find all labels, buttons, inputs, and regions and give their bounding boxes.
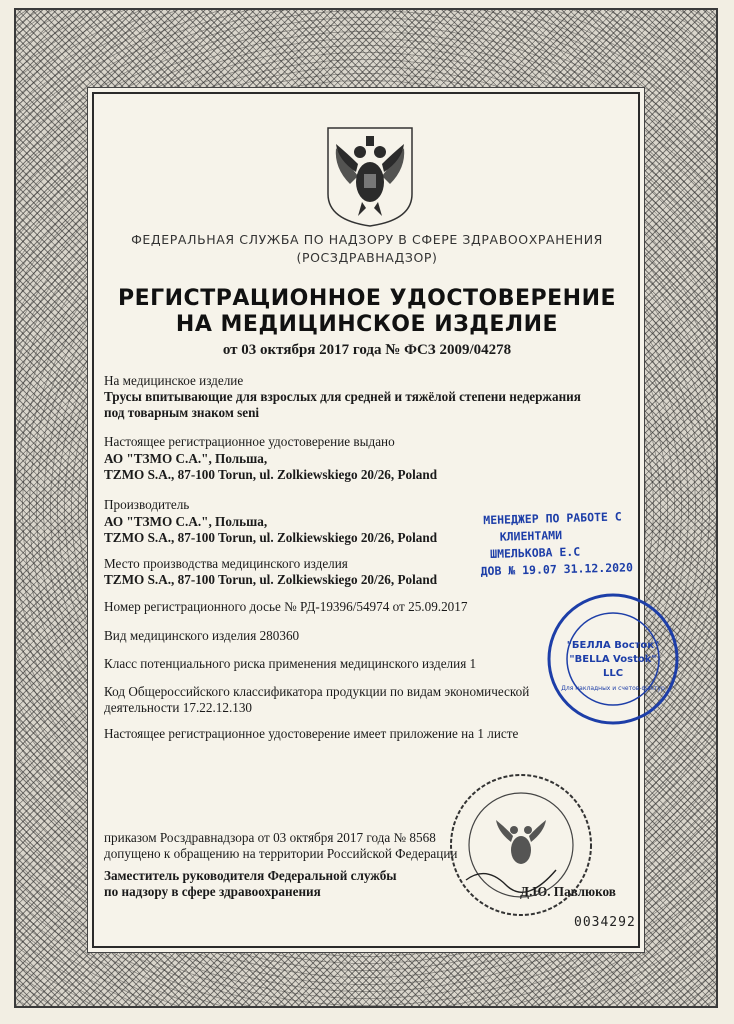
stamp-line-3: ШМЕЛЬКОВА Е.С bbox=[489, 544, 581, 561]
device-name: Трусы впитывающие для взрослых для средней и тяжёлой степени недержания bbox=[104, 389, 581, 404]
order-reference: приказом Росздравнадзора от 03 октября 2017 года № 8568 bbox=[104, 830, 436, 845]
dossier-number: Номер регистрационного досье № РД-19396/54974 от 25.09.2017 bbox=[104, 599, 468, 614]
issued-label: Настоящее регистрационное удостоверение выдано bbox=[104, 434, 395, 449]
stamp-line-2: КЛИЕНТАМИ bbox=[499, 528, 563, 544]
agency-abbreviation: (РОСЗДРАВНАДЗОР) bbox=[296, 250, 438, 265]
issued-company: АО "ТЗМО С.А.", Польша, bbox=[104, 451, 268, 466]
manufacturer-company: АО "ТЗМО С.А.", Польша, bbox=[104, 514, 268, 529]
device-label: На медицинское изделие bbox=[104, 373, 244, 388]
double-headed-eagle-emblem-icon bbox=[322, 124, 418, 228]
issued-address: TZMO S.A., 87-100 Torun, ul. Zolkiewskiego 20/26, Poland bbox=[104, 467, 438, 482]
round-stamp-llc: LLC bbox=[602, 668, 624, 679]
document-title: РЕГИСТРАЦИОННОЕ УДОСТОВЕРЕНИЕ bbox=[117, 286, 617, 311]
round-stamp-name-ru: "БЕЛЛА Восток" bbox=[566, 640, 660, 651]
device-type: Вид медицинского изделия 280360 bbox=[104, 628, 300, 643]
company-round-stamp bbox=[544, 590, 682, 728]
document-subtitle: НА МЕДИЦИНСКОЕ ИЗДЕЛИЕ bbox=[175, 312, 559, 337]
manager-stamp bbox=[479, 508, 651, 584]
official-round-seal bbox=[446, 770, 596, 920]
round-stamp-purpose: Для накладных и счетов-фактур bbox=[561, 685, 665, 692]
serial-number: 0034292 bbox=[574, 915, 636, 930]
production-site-label: Место производства медицинского изделия bbox=[104, 556, 348, 571]
appendix-note: Настоящее регистрационное удостоверение имеет приложение на 1 листе bbox=[104, 726, 519, 741]
device-name-trademark: под товарным знаком seni bbox=[104, 405, 260, 420]
manufacturer-address: TZMO S.A., 87-100 Torun, ul. Zolkiewskiego 20/26, Poland bbox=[104, 530, 438, 545]
agency-name: ФЕДЕРАЛЬНАЯ СЛУЖБА ПО НАДЗОРУ В СФЕРЕ ЗДРАВООХРАНЕНИЯ bbox=[131, 232, 603, 247]
signatory-title: Заместитель руководителя Федеральной службы bbox=[104, 868, 397, 883]
risk-class: Класс потенциального риска применения медицинского изделия 1 bbox=[104, 656, 477, 671]
stamp-line-4: ДОВ № 19.07 31.12.2020 bbox=[480, 560, 634, 579]
signatory-name: Д.Ю. Павлюков bbox=[520, 884, 616, 899]
stamp-line-1: МЕНЕДЖЕР ПО РАБОТЕ С bbox=[483, 509, 622, 528]
signatory-title-cont: по надзору в сфере здравоохранения bbox=[104, 884, 321, 899]
order-admission: допущено к обращению на территории Российской Федерации bbox=[104, 846, 458, 861]
okp-code: Код Общероссийского классификатора продукции по видам экономической bbox=[104, 684, 530, 699]
production-site-address: TZMO S.A., 87-100 Torun, ul. Zolkiewskiego 20/26, Poland bbox=[104, 572, 438, 587]
certificate-date-number: от 03 октября 2017 года № ФСЗ 2009/04278 bbox=[222, 342, 512, 358]
round-stamp-name-en: "BELLA Vostok" bbox=[569, 654, 657, 665]
okp-code-value: деятельности 17.22.12.130 bbox=[104, 700, 253, 715]
manufacturer-label: Производитель bbox=[104, 497, 190, 512]
